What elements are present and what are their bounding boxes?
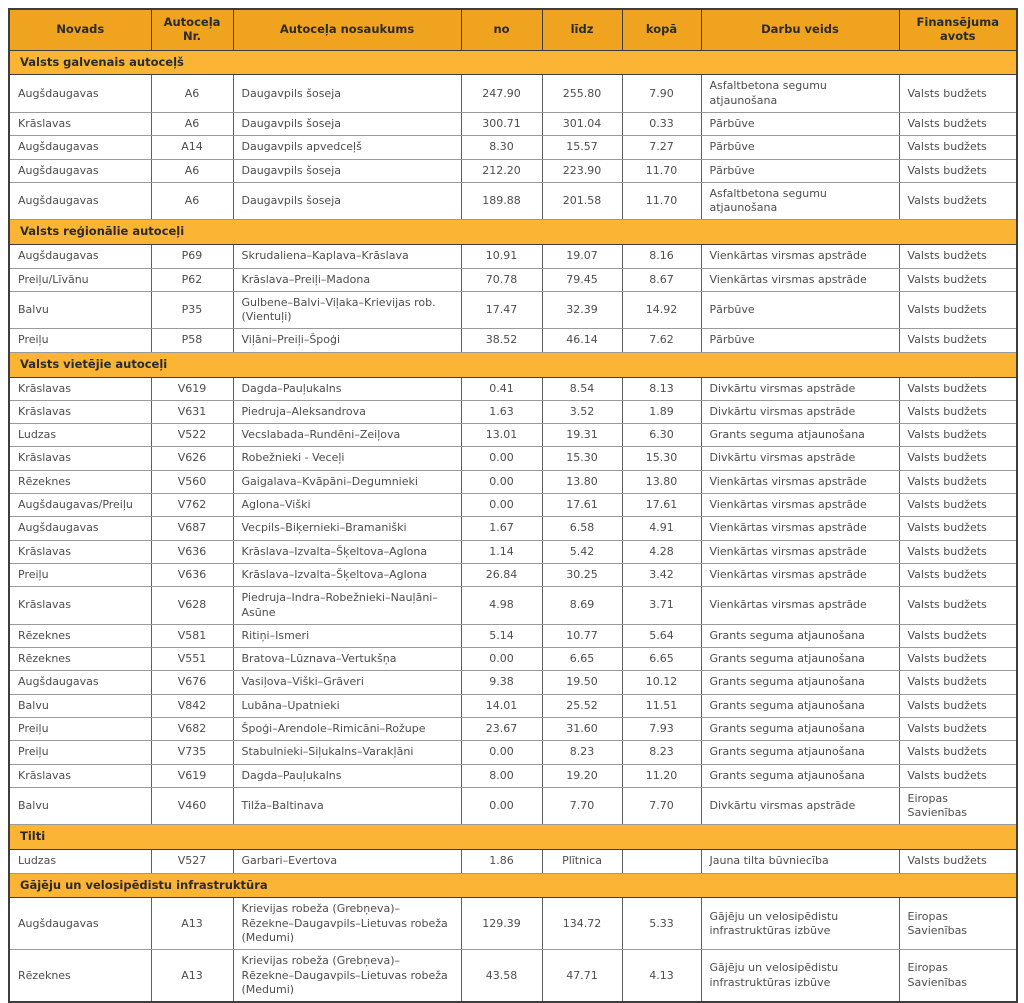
table-row (9, 517, 1017, 540)
cell-funding: Valsts budžets (899, 764, 1017, 787)
cell-from: 8.30 (461, 136, 542, 159)
column-header-road-nr: Autoceļa Nr. (151, 9, 233, 50)
cell-from: 5.14 (461, 624, 542, 647)
cell-novads: Rēzeknes (9, 624, 151, 647)
cell-novads: Preiļu/Līvānu (9, 268, 151, 291)
section-title: Gājēju un velosipēdistu infrastruktūra (9, 873, 1017, 898)
cell-road-name: Piedruja–Indra–Robežnieki–Nauļāni–Asūne (233, 587, 461, 625)
cell-to: 15.57 (542, 136, 622, 159)
cell-to: 30.25 (542, 563, 622, 586)
cell-novads: Krāslavas (9, 764, 151, 787)
cell-road-nr: V527 (151, 850, 233, 873)
cell-total (622, 850, 701, 873)
cell-total: 11.70 (622, 159, 701, 182)
cell-road-nr: A6 (151, 75, 233, 113)
cell-road-name: Daugavpils šoseja (233, 159, 461, 182)
cell-funding: Valsts budžets (899, 587, 1017, 625)
cell-to: 19.07 (542, 245, 622, 268)
cell-total: 8.16 (622, 245, 701, 268)
cell-total: 4.28 (622, 540, 701, 563)
cell-novads: Krāslavas (9, 447, 151, 470)
table-row (9, 563, 1017, 586)
cell-work-type: Grants seguma atjaunošana (701, 624, 899, 647)
cell-from: 1.86 (461, 850, 542, 873)
cell-funding: Valsts budžets (899, 329, 1017, 352)
cell-road-name: Bratova–Lūznava–Vertukšņa (233, 648, 461, 671)
table-row (9, 245, 1017, 268)
cell-novads: Balvu (9, 694, 151, 717)
cell-to: 46.14 (542, 329, 622, 352)
cell-to: 47.71 (542, 950, 622, 1002)
table-row (9, 540, 1017, 563)
cell-road-nr: A14 (151, 136, 233, 159)
column-header-funding: Finansējuma avots (899, 9, 1017, 50)
section-header-row (9, 220, 1017, 245)
cell-funding: Valsts budžets (899, 540, 1017, 563)
cell-to: 301.04 (542, 112, 622, 135)
column-header-novads: Novads (9, 9, 151, 50)
cell-from: 70.78 (461, 268, 542, 291)
cell-total: 10.12 (622, 671, 701, 694)
cell-work-type: Divkārtu virsmas apstrāde (701, 787, 899, 825)
cell-road-nr: V636 (151, 563, 233, 586)
cell-work-type: Grants seguma atjaunošana (701, 718, 899, 741)
cell-total: 7.93 (622, 718, 701, 741)
cell-work-type: Grants seguma atjaunošana (701, 424, 899, 447)
cell-to: 32.39 (542, 291, 622, 329)
cell-novads: Ludzas (9, 424, 151, 447)
cell-to: 8.69 (542, 587, 622, 625)
section-title: Valsts vietējie autoceļi (9, 352, 1017, 377)
cell-road-nr: V687 (151, 517, 233, 540)
cell-funding: Valsts budžets (899, 850, 1017, 873)
cell-total: 5.64 (622, 624, 701, 647)
cell-road-name: Krievijas robeža (Grebņeva)–Rēzekne–Daugavpils–Lietuvas robeža (Medumi) (233, 950, 461, 1002)
cell-road-name: Gulbene–Balvi–Viļaka–Krievijas rob. (Vientuļi) (233, 291, 461, 329)
cell-road-name: Viļāni–Preiļi–Špoģi (233, 329, 461, 352)
cell-funding: Valsts budžets (899, 136, 1017, 159)
cell-total: 3.71 (622, 587, 701, 625)
cell-road-nr: P58 (151, 329, 233, 352)
cell-novads: Balvu (9, 787, 151, 825)
cell-work-type: Vienkārtas virsmas apstrāde (701, 517, 899, 540)
cell-to: 17.61 (542, 494, 622, 517)
cell-road-name: Gaigalava–Kvāpāni–Degumnieki (233, 470, 461, 493)
cell-road-name: Robežnieki - Veceļi (233, 447, 461, 470)
cell-to: 8.54 (542, 377, 622, 400)
cell-road-name: Piedruja–Aleksandrova (233, 400, 461, 423)
cell-from: 0.00 (461, 787, 542, 825)
cell-road-nr: V522 (151, 424, 233, 447)
table-row (9, 112, 1017, 135)
cell-funding: Valsts budžets (899, 648, 1017, 671)
section-title: Tilti (9, 825, 1017, 850)
cell-road-name: Lubāna–Upatnieki (233, 694, 461, 717)
cell-road-nr: V676 (151, 671, 233, 694)
section-header-row (9, 825, 1017, 850)
cell-funding: Eiropas Savienības (899, 787, 1017, 825)
cell-work-type: Pārbūve (701, 112, 899, 135)
column-header-work-type: Darbu veids (701, 9, 899, 50)
cell-road-name: Daugavpils apvedceļš (233, 136, 461, 159)
cell-work-type: Asfaltbetona segumu atjaunošana (701, 182, 899, 220)
cell-from: 8.00 (461, 764, 542, 787)
cell-total: 7.90 (622, 75, 701, 113)
cell-to: 8.23 (542, 741, 622, 764)
cell-funding: Valsts budžets (899, 291, 1017, 329)
cell-from: 0.00 (461, 648, 542, 671)
cell-from: 10.91 (461, 245, 542, 268)
cell-novads: Krāslavas (9, 377, 151, 400)
cell-work-type: Vienkārtas virsmas apstrāde (701, 494, 899, 517)
cell-road-name: Daugavpils šoseja (233, 182, 461, 220)
cell-novads: Rēzeknes (9, 950, 151, 1002)
cell-road-nr: V560 (151, 470, 233, 493)
cell-road-nr: V460 (151, 787, 233, 825)
cell-novads: Ludzas (9, 850, 151, 873)
cell-to: 10.77 (542, 624, 622, 647)
cell-novads: Augšdaugavas (9, 671, 151, 694)
cell-from: 189.88 (461, 182, 542, 220)
cell-road-nr: A13 (151, 950, 233, 1002)
cell-novads: Augšdaugavas (9, 159, 151, 182)
cell-novads: Balvu (9, 291, 151, 329)
cell-work-type: Vienkārtas virsmas apstrāde (701, 245, 899, 268)
section-header-row (9, 352, 1017, 377)
cell-from: 23.67 (461, 718, 542, 741)
cell-novads: Krāslavas (9, 400, 151, 423)
cell-from: 1.63 (461, 400, 542, 423)
cell-work-type: Gājēju un velosipēdistu infrastruktūras izbūve (701, 950, 899, 1002)
cell-from: 0.00 (461, 447, 542, 470)
cell-to: 13.80 (542, 470, 622, 493)
cell-from: 300.71 (461, 112, 542, 135)
cell-work-type: Vienkārtas virsmas apstrāde (701, 268, 899, 291)
cell-funding: Valsts budžets (899, 741, 1017, 764)
cell-work-type: Pārbūve (701, 291, 899, 329)
cell-funding: Valsts budžets (899, 517, 1017, 540)
cell-work-type: Asfaltbetona segumu atjaunošana (701, 75, 899, 113)
cell-road-name: Vasiļova–Viški–Grāveri (233, 671, 461, 694)
table-row (9, 718, 1017, 741)
cell-to: 6.58 (542, 517, 622, 540)
cell-funding: Valsts budžets (899, 377, 1017, 400)
cell-from: 0.00 (461, 741, 542, 764)
cell-total: 14.92 (622, 291, 701, 329)
cell-work-type: Divkārtu virsmas apstrāde (701, 400, 899, 423)
cell-to: 31.60 (542, 718, 622, 741)
cell-road-name: Ritiņi–Ismeri (233, 624, 461, 647)
cell-work-type: Gājēju un velosipēdistu infrastruktūras izbūve (701, 898, 899, 950)
cell-novads: Preiļu (9, 329, 151, 352)
cell-to: 79.45 (542, 268, 622, 291)
cell-road-nr: V628 (151, 587, 233, 625)
cell-work-type: Grants seguma atjaunošana (701, 648, 899, 671)
section-header-row (9, 50, 1017, 75)
cell-work-type: Grants seguma atjaunošana (701, 764, 899, 787)
cell-total: 3.42 (622, 563, 701, 586)
cell-funding: Valsts budžets (899, 470, 1017, 493)
table-row (9, 898, 1017, 950)
cell-novads: Rēzeknes (9, 648, 151, 671)
cell-road-name: Vecslabada–Rundēni–Zeiļova (233, 424, 461, 447)
cell-road-name: Krāslava–Preiļi–Madona (233, 268, 461, 291)
cell-road-name: Špoģi–Arendole–Rimicāni–Rožupe (233, 718, 461, 741)
cell-funding: Valsts budžets (899, 494, 1017, 517)
cell-total: 11.51 (622, 694, 701, 717)
cell-novads: Augšdaugavas (9, 75, 151, 113)
cell-road-nr: V551 (151, 648, 233, 671)
cell-novads: Krāslavas (9, 540, 151, 563)
table-row (9, 587, 1017, 625)
cell-total: 4.91 (622, 517, 701, 540)
cell-funding: Valsts budžets (899, 75, 1017, 113)
column-header-to: līdz (542, 9, 622, 50)
cell-road-nr: V636 (151, 540, 233, 563)
column-header-from: no (461, 9, 542, 50)
cell-to: 6.65 (542, 648, 622, 671)
cell-total: 1.89 (622, 400, 701, 423)
column-header-road-name: Autoceļa nosaukums (233, 9, 461, 50)
table-row (9, 950, 1017, 1002)
cell-work-type: Pārbūve (701, 329, 899, 352)
table-row (9, 447, 1017, 470)
cell-total: 8.67 (622, 268, 701, 291)
cell-work-type: Pārbūve (701, 159, 899, 182)
table-row (9, 671, 1017, 694)
cell-from: 13.01 (461, 424, 542, 447)
cell-from: 0.00 (461, 470, 542, 493)
cell-road-name: Krievijas robeža (Grebņeva)–Rēzekne–Daugavpils–Lietuvas robeža (Medumi) (233, 898, 461, 950)
table-row (9, 268, 1017, 291)
cell-road-nr: A6 (151, 182, 233, 220)
table-row (9, 400, 1017, 423)
cell-funding: Eiropas Savienības (899, 898, 1017, 950)
cell-to: 19.50 (542, 671, 622, 694)
cell-total: 7.70 (622, 787, 701, 825)
table-row (9, 470, 1017, 493)
cell-novads: Preiļu (9, 563, 151, 586)
cell-to: 255.80 (542, 75, 622, 113)
table-row (9, 182, 1017, 220)
cell-novads: Augšdaugavas (9, 245, 151, 268)
cell-from: 0.00 (461, 494, 542, 517)
table-row (9, 377, 1017, 400)
cell-total: 7.27 (622, 136, 701, 159)
cell-road-nr: A6 (151, 112, 233, 135)
cell-total: 5.33 (622, 898, 701, 950)
cell-funding: Valsts budžets (899, 671, 1017, 694)
section-header-row (9, 873, 1017, 898)
cell-road-name: Krāslava–Izvalta–Šķeltova–Aglona (233, 563, 461, 586)
cell-road-nr: V842 (151, 694, 233, 717)
cell-novads: Preiļu (9, 718, 151, 741)
cell-road-name: Daugavpils šoseja (233, 75, 461, 113)
cell-work-type: Divkārtu virsmas apstrāde (701, 447, 899, 470)
cell-from: 9.38 (461, 671, 542, 694)
cell-funding: Valsts budžets (899, 182, 1017, 220)
cell-funding: Valsts budžets (899, 159, 1017, 182)
cell-novads: Rēzeknes (9, 470, 151, 493)
cell-from: 1.14 (461, 540, 542, 563)
cell-work-type: Vienkārtas virsmas apstrāde (701, 563, 899, 586)
cell-to: 223.90 (542, 159, 622, 182)
cell-novads: Augšdaugavas (9, 136, 151, 159)
cell-from: 38.52 (461, 329, 542, 352)
cell-road-name: Vecpils–Biķernieki–Bramaniški (233, 517, 461, 540)
cell-funding: Valsts budžets (899, 718, 1017, 741)
cell-work-type: Vienkārtas virsmas apstrāde (701, 587, 899, 625)
cell-road-name: Dagda–Pauļukalns (233, 764, 461, 787)
cell-novads: Krāslavas (9, 112, 151, 135)
cell-novads: Augšdaugavas/Preiļu (9, 494, 151, 517)
cell-novads: Preiļu (9, 741, 151, 764)
cell-from: 212.20 (461, 159, 542, 182)
cell-from: 4.98 (461, 587, 542, 625)
cell-total: 6.30 (622, 424, 701, 447)
cell-from: 247.90 (461, 75, 542, 113)
cell-road-nr: A6 (151, 159, 233, 182)
column-header-total: kopā (622, 9, 701, 50)
table-row (9, 648, 1017, 671)
cell-road-nr: V682 (151, 718, 233, 741)
cell-from: 1.67 (461, 517, 542, 540)
cell-road-nr: V626 (151, 447, 233, 470)
table-row (9, 787, 1017, 825)
cell-road-nr: V762 (151, 494, 233, 517)
cell-from: 26.84 (461, 563, 542, 586)
cell-total: 6.65 (622, 648, 701, 671)
table-row (9, 741, 1017, 764)
cell-to: 19.20 (542, 764, 622, 787)
cell-from: 129.39 (461, 898, 542, 950)
cell-to: 7.70 (542, 787, 622, 825)
cell-from: 43.58 (461, 950, 542, 1002)
cell-total: 7.62 (622, 329, 701, 352)
cell-road-name: Garbari–Evertova (233, 850, 461, 873)
table-row (9, 291, 1017, 329)
table-row (9, 850, 1017, 873)
cell-total: 8.13 (622, 377, 701, 400)
cell-road-nr: V735 (151, 741, 233, 764)
cell-work-type: Divkārtu virsmas apstrāde (701, 377, 899, 400)
cell-funding: Valsts budžets (899, 268, 1017, 291)
cell-to: 25.52 (542, 694, 622, 717)
cell-road-nr: P62 (151, 268, 233, 291)
cell-road-name: Daugavpils šoseja (233, 112, 461, 135)
cell-to: 15.30 (542, 447, 622, 470)
cell-to: 5.42 (542, 540, 622, 563)
table-row (9, 624, 1017, 647)
section-title: Valsts reģionālie autoceļi (9, 220, 1017, 245)
cell-funding: Valsts budžets (899, 245, 1017, 268)
cell-total: 15.30 (622, 447, 701, 470)
table-row (9, 424, 1017, 447)
cell-road-name: Krāslava–Izvalta–Šķeltova–Aglona (233, 540, 461, 563)
road-projects-table (8, 8, 1018, 1003)
cell-to: 3.52 (542, 400, 622, 423)
cell-road-nr: P69 (151, 245, 233, 268)
cell-total: 17.61 (622, 494, 701, 517)
table-row (9, 136, 1017, 159)
section-title: Valsts galvenais autoceļš (9, 50, 1017, 75)
cell-work-type: Vienkārtas virsmas apstrāde (701, 540, 899, 563)
table-row (9, 75, 1017, 113)
cell-funding: Valsts budžets (899, 447, 1017, 470)
table-row (9, 694, 1017, 717)
cell-road-name: Aglona–Viški (233, 494, 461, 517)
cell-total: 4.13 (622, 950, 701, 1002)
cell-road-nr: V631 (151, 400, 233, 423)
cell-funding: Valsts budžets (899, 112, 1017, 135)
cell-novads: Augšdaugavas (9, 182, 151, 220)
cell-work-type: Jauna tilta būvniecība (701, 850, 899, 873)
cell-total: 11.70 (622, 182, 701, 220)
cell-total: 11.20 (622, 764, 701, 787)
cell-road-nr: A13 (151, 898, 233, 950)
cell-novads: Augšdaugavas (9, 898, 151, 950)
cell-to: 19.31 (542, 424, 622, 447)
cell-funding: Valsts budžets (899, 563, 1017, 586)
cell-from: 14.01 (461, 694, 542, 717)
cell-novads: Krāslavas (9, 587, 151, 625)
cell-total: 8.23 (622, 741, 701, 764)
cell-road-nr: V581 (151, 624, 233, 647)
cell-road-nr: P35 (151, 291, 233, 329)
cell-road-nr: V619 (151, 764, 233, 787)
cell-funding: Eiropas Savienības (899, 950, 1017, 1002)
cell-to: 134.72 (542, 898, 622, 950)
cell-road-name: Stabulnieki–Siļukalns–Varakļāni (233, 741, 461, 764)
cell-work-type: Grants seguma atjaunošana (701, 694, 899, 717)
table-row (9, 494, 1017, 517)
cell-novads: Augšdaugavas (9, 517, 151, 540)
table-row (9, 764, 1017, 787)
cell-road-name: Skrudaliena–Kaplava–Krāslava (233, 245, 461, 268)
cell-from: 0.41 (461, 377, 542, 400)
cell-road-name: Tilža–Baltinava (233, 787, 461, 825)
cell-funding: Valsts budžets (899, 400, 1017, 423)
header-row (9, 9, 1017, 50)
table-row (9, 329, 1017, 352)
cell-from: 17.47 (461, 291, 542, 329)
cell-funding: Valsts budžets (899, 624, 1017, 647)
cell-funding: Valsts budžets (899, 694, 1017, 717)
table-row (9, 159, 1017, 182)
cell-total: 13.80 (622, 470, 701, 493)
cell-to: 201.58 (542, 182, 622, 220)
cell-total: 0.33 (622, 112, 701, 135)
cell-work-type: Grants seguma atjaunošana (701, 671, 899, 694)
cell-funding: Valsts budžets (899, 424, 1017, 447)
cell-work-type: Vienkārtas virsmas apstrāde (701, 470, 899, 493)
cell-work-type: Pārbūve (701, 136, 899, 159)
cell-road-nr: V619 (151, 377, 233, 400)
cell-to: Plītnica (542, 850, 622, 873)
cell-road-name: Dagda–Pauļukalns (233, 377, 461, 400)
cell-work-type: Grants seguma atjaunošana (701, 741, 899, 764)
